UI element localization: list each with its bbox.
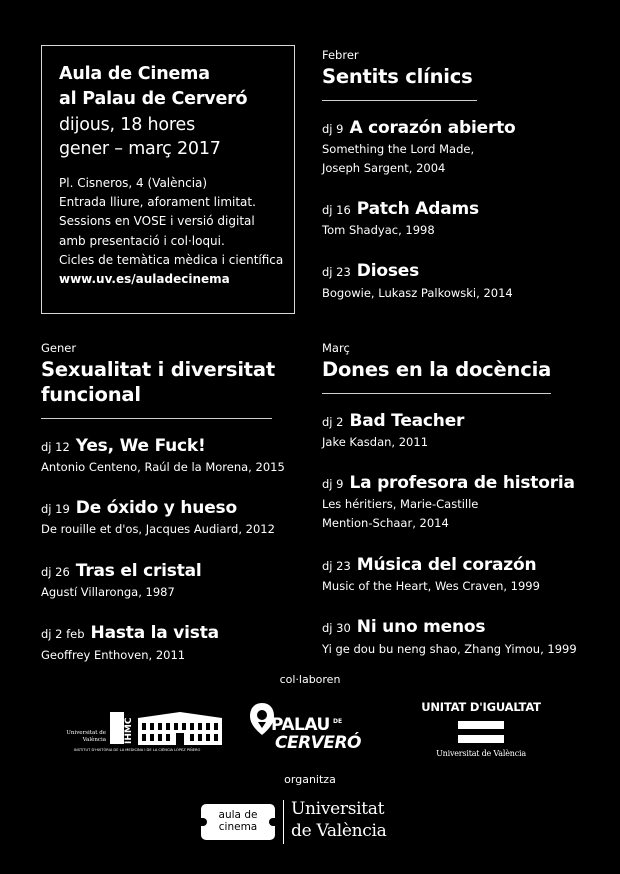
ihmc-letter-block	[110, 712, 124, 744]
film-meta: Geoffrey Enthoven, 2011	[41, 648, 186, 662]
equals-bar-bottom	[458, 735, 504, 743]
film-date: dj 23	[322, 265, 351, 279]
film-entry	[322, 199, 479, 219]
info-title-line2: al Palau de Cerveró	[59, 89, 248, 109]
film-meta: De rouille et d'os, Jacques Audiard, 2012	[41, 522, 275, 536]
febrer-divider	[322, 100, 477, 101]
unitat-igualtat-logo	[414, 700, 548, 770]
film-title: Ni uno menos	[356, 617, 486, 637]
info-date-line1: dijous, 18 hores	[59, 115, 195, 135]
film-date: dj 19	[41, 502, 70, 516]
info-date-line2: gener – març 2017	[59, 139, 221, 159]
febrer-cycle-title: Sentits clínics	[322, 65, 473, 88]
film-entry	[41, 436, 206, 456]
film-meta: Antonio Centeno, Raúl de la Morena, 2015	[41, 460, 285, 474]
marc-cycle-title: Dones en la docència	[322, 358, 552, 381]
film-date: dj 9	[322, 477, 344, 491]
gener-divider	[41, 418, 272, 419]
ihmc-letters: IHMC	[124, 717, 134, 744]
colaboren-label: col·laboren	[279, 673, 341, 686]
igualtat-uv-label: Universitat de València	[436, 749, 526, 758]
film-title: Yes, We Fuck!	[75, 436, 206, 456]
film-date: dj 2 feb	[41, 627, 85, 641]
aula-line2: cinema	[218, 821, 258, 833]
film-title: Música del corazón	[356, 555, 537, 575]
film-meta: Yi ge dou bu neng shao, Zhang Yimou, 1999	[322, 642, 577, 656]
film-title: De óxido y hueso	[75, 498, 237, 518]
film-date: dj 26	[41, 565, 70, 579]
marc-month-label: Març	[322, 341, 350, 355]
film-meta: Mention-Schaar, 2014	[322, 516, 449, 530]
film-entry	[322, 261, 419, 281]
film-date: dj 12	[41, 440, 70, 454]
film-entry	[322, 118, 516, 138]
film-entry	[41, 561, 202, 581]
marc-divider	[322, 393, 551, 394]
film-entry	[41, 498, 237, 518]
building-icon	[138, 712, 222, 745]
palau-de: DE	[333, 718, 343, 725]
film-date: dj 2	[322, 415, 344, 429]
film-title: Patch Adams	[356, 199, 479, 219]
uv-line2: de València	[291, 821, 387, 841]
ihmc-logo	[60, 710, 222, 756]
igualtat-title: UNITAT D'IGUALTAT	[421, 700, 541, 714]
info-detail-line: Cicles de temàtica mèdica i científica	[59, 252, 284, 267]
film-title: Hasta la vista	[90, 623, 219, 643]
film-entry	[322, 473, 575, 493]
film-title: A corazón abierto	[349, 118, 516, 138]
ihmc-caption: INSTITUT D'HISTÒRIA DE LA MEDICINA I DE LA CIÈNCIA LÓPEZ PIÑERO	[74, 748, 201, 752]
info-detail-line: Sessions en VOSE i versió digital	[59, 214, 255, 229]
film-meta: Bogowie, Lukasz Palkowski, 2014	[322, 286, 513, 300]
footer-divider	[283, 800, 284, 844]
film-entry	[41, 623, 219, 643]
info-box	[41, 45, 295, 314]
gener-month-label: Gener	[41, 341, 77, 355]
film-date: dj 9	[322, 122, 344, 136]
equals-bar-top	[458, 721, 504, 729]
film-meta: Tom Shadyac, 1998	[322, 223, 435, 237]
info-title-line1: Aula de Cinema	[59, 64, 210, 84]
info-detail-line: Entrada lliure, aforament limitat.	[59, 195, 256, 210]
film-entry	[322, 411, 464, 431]
aula-line1: aula de	[218, 809, 258, 821]
film-meta: Joseph Sargent, 2004	[322, 161, 446, 175]
film-title: Tras el cristal	[75, 561, 202, 581]
film-date: dj 30	[322, 621, 351, 635]
film-entry	[322, 555, 536, 575]
info-details	[59, 174, 294, 270]
palau-line1: PALAU	[271, 715, 330, 735]
gener-cycle-title-line2: funcional	[41, 383, 141, 406]
film-date: dj 23	[322, 559, 351, 573]
film-meta: Jake Kasdan, 2011	[322, 435, 429, 449]
organitza-label: organitza	[284, 773, 336, 786]
gener-cycle-title-line1: Sexualitat i diversitat	[41, 358, 276, 381]
ihmc-uv-label: Universitat de València	[66, 730, 106, 743]
film-title: Bad Teacher	[349, 411, 465, 431]
info-url-link[interactable]: www.uv.es/auladecinema	[59, 272, 230, 287]
film-meta: Agustí Villaronga, 1987	[41, 585, 175, 599]
palau-cervero-logo	[249, 702, 373, 756]
palau-line2: CERVERÓ	[275, 733, 361, 753]
aula-de-cinema-logo	[201, 804, 275, 840]
febrer-month-label: Febrer	[322, 48, 359, 62]
film-title: La profesora de historia	[349, 473, 575, 493]
film-meta: Les héritiers, Marie-Castille	[322, 497, 479, 511]
info-detail-line: amb presentació i col·loqui.	[59, 233, 225, 248]
film-title: Dioses	[356, 261, 419, 281]
universitat-valencia-logo	[291, 797, 421, 845]
film-entry	[322, 617, 485, 637]
film-meta: Music of the Heart, Wes Craven, 1999	[322, 579, 540, 593]
uv-line1: Universitat	[291, 799, 385, 819]
film-meta: Something the Lord Made,	[322, 142, 475, 156]
film-date: dj 16	[322, 203, 351, 217]
info-detail-line: Pl. Cisneros, 4 (València)	[59, 176, 208, 190]
